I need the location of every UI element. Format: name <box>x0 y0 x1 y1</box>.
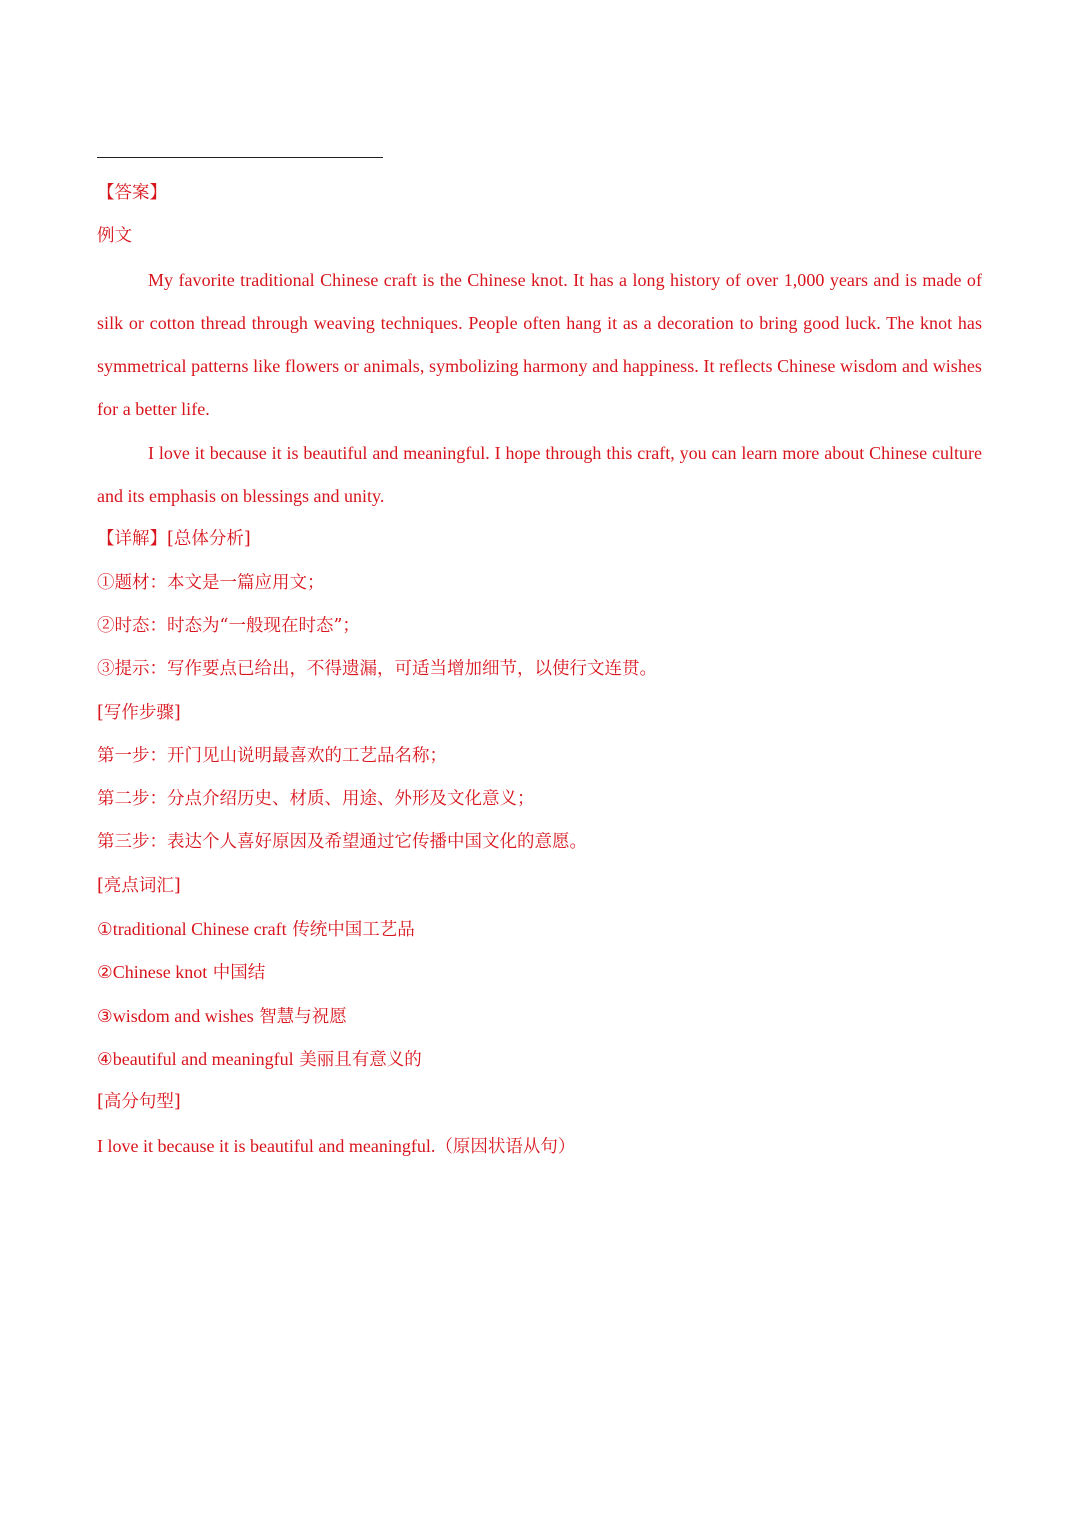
vocab-item-1 <box>97 908 982 951</box>
vocab-number: ④ <box>97 1049 113 1070</box>
vocab-chinese: 中国结 <box>212 963 266 984</box>
essay-paragraph-1: My favorite traditional Chinese craft is the Chinese knot. It has a long history of over 1,000 years and is made of silk or cotton thread through weaving techniques. People often hang it as a decoration to bring good luck. The knot has symmetrical patterns like flowers or animals, symbolizing harmony and happiness. It reflects Chinese wisdom and wishes for a better life. <box>97 269 982 420</box>
answer-content <box>97 172 982 1168</box>
overall-analysis-heading: [总体分析] <box>167 529 251 550</box>
writing-step-1: 第一步：开门见山说明最喜欢的工艺品名称； <box>97 745 447 766</box>
vocab-number: ③ <box>97 1006 113 1027</box>
overall-item-1: ①题材：本文是一篇应用文； <box>97 572 325 593</box>
vocab-english: beautiful and meaningful <box>112 1048 294 1069</box>
vocab-item-3 <box>97 995 982 1038</box>
vocab-heading: [亮点词汇] <box>97 875 181 896</box>
vocab-english: Chinese knot <box>112 962 208 983</box>
sentence-english: I love it because it is beautiful and meaningful. <box>97 1135 436 1156</box>
answer-blank-line <box>97 157 383 158</box>
overall-item-3: ③提示：写作要点已给出，不得遗漏，可适当增加细节，以使行文连贯。 <box>97 659 657 680</box>
vocab-chinese: 美丽且有意义的 <box>299 1049 422 1070</box>
vocab-chinese: 智慧与祝愿 <box>259 1006 347 1027</box>
vocab-item-4 <box>97 1038 982 1081</box>
overall-item-2: ②时态：时态为“一般现在时态”； <box>97 615 360 636</box>
essay-paragraph-2: I love it because it is beautiful and meaningful. I hope through this craft, you can learn more about Chinese culture and its emphasis on blessings and unity. <box>97 442 982 507</box>
sentence-note: （原因状语从句） <box>435 1136 576 1157</box>
answer-heading: 【答案】 <box>97 183 167 203</box>
vocab-chinese: 传统中国工艺品 <box>292 920 415 941</box>
sample-label: 例文 <box>97 226 132 247</box>
writing-steps-heading: [写作步骤] <box>97 702 181 723</box>
sentence-pattern-heading: [高分句型] <box>97 1092 181 1113</box>
sentence-pattern-example <box>97 1125 982 1168</box>
detail-heading-line <box>97 518 982 561</box>
writing-step-2: 第二步：分点介绍历史、材质、用途、外形及文化意义； <box>97 789 535 810</box>
detail-heading: 【详解】 <box>97 529 167 550</box>
writing-step-3: 第三步：表达个人喜好原因及希望通过它传播中国文化的意愿。 <box>97 832 587 853</box>
vocab-english: traditional Chinese craft <box>112 919 287 940</box>
vocab-english: wisdom and wishes <box>112 1005 254 1026</box>
vocab-number: ① <box>97 920 113 941</box>
vocab-number: ② <box>97 963 113 984</box>
vocab-item-2 <box>97 951 982 994</box>
